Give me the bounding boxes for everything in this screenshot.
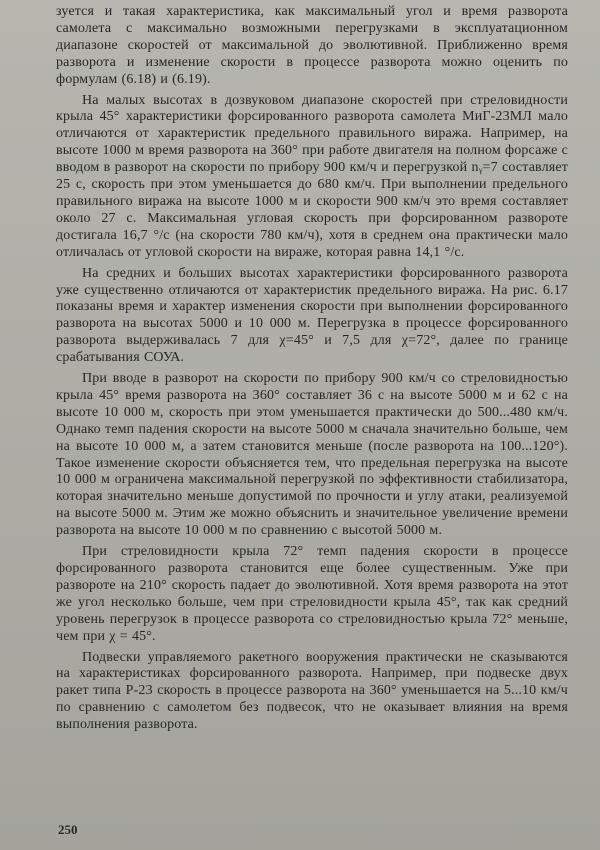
paragraph-6: Подвески управляемого ракетного вооружения практически не сказываются на характеристиках форсированного разворота. Например, при подвеске двух ракет типа Р-23 скорость в процессе разворота на 360° уменьшается на 5...10 км/ч по сравнению с самолетом без подвесок, что не оказывает влияния на время выполнения разворота. — [56, 649, 568, 733]
paragraph-2: На малых высотах в дозвуковом диапазоне скоростей при стреловидности крыла 45° характеристики форсированного разворота самолета МиГ-23МЛ мало отличаются от характеристик предельного правильного виража. Например, на высоте 1000 м время разворота на 360° при работе двигателя на полном форсаже с вводом в разворот на скорости по прибору 900 км/ч и перегрузкой nᵧ=7 составляет 25 с, скорость при этом уменьшается до 680 км/ч. При выполнении предельного правильного виража на высоте 1000 м и скорости 900 км/ч это время составляет около 27 с. Максимальная угловая скорость при форсированном развороте достигала 16,7 °/с (на скорости 780 км/ч), хотя в среднем она практически мало отличалась от угловой скорости на вираже, которая равна 14,1 °/с. — [56, 92, 568, 260]
page-number: 250 — [58, 822, 78, 837]
body-text — [56, 4, 568, 734]
paragraph-4: При вводе в разворот на скорости по прибору 900 км/ч со стреловидностью крыла 45° время разворота на 360° составляет 36 с на высоте 5000 м и 62 с на высоте 10 000 м, скорость при этом уменьшается практически до 500...480 км/ч. Однако темп падения скорости на высоте 5000 м сначала значительно больше, чем на высоте 10 000 м, а затем становится меньше (после разворота на 100...120°). Такое изменение скорости объясняется тем, что предельная перегрузка на высоте 10 000 м ограничена максимальной перегрузкой по эффективности стабилизатора, которая значительно меньше допустимой по прочности и углу атаки, реализуемой на высоте 5000 м. Этим же можно объяснить и значительное увеличение времени разворота на высоте 10 000 м по сравнению с высотой 5000 м. — [56, 371, 568, 539]
paragraph-3: На средних и больших высотах характеристики форсированного разворота уже существенно отличаются от характеристик предельного виража. На рис. 6.17 показаны время и характер изменения скорости при выполнении форсированного разворота на высотах 5000 и 10 000 м. Перегрузка в процессе форсированного разворота выдерживалась 7 для χ=45° и 7,5 для χ=72°, далее по границе срабатывания СОУА. — [56, 265, 568, 366]
paragraph-1: зуется и такая характеристика, как максимальный угол и время разворота самолета с максимально возможными перегрузками в эксплуатационном диапазоне скоростей от максимальной до эволютивной. Приближенно время разворота и изменение скорости в процессе разворота можно оценить по формулам (6.18) и (6.19). — [56, 4, 568, 87]
paragraph-5: При стреловидности крыла 72° темп падения скорости в процессе форсированного разворота становится еще более существенным. Уже при развороте на 210° скорость падает до эволютивной. Хотя время разворота на этот же угол несколько больше, чем при стреловидности крыла 45°, так как средний уровень перегрузок в процессе разворота со стреловидностью крыла 72° меньше, чем при χ = 45°. — [56, 544, 568, 644]
